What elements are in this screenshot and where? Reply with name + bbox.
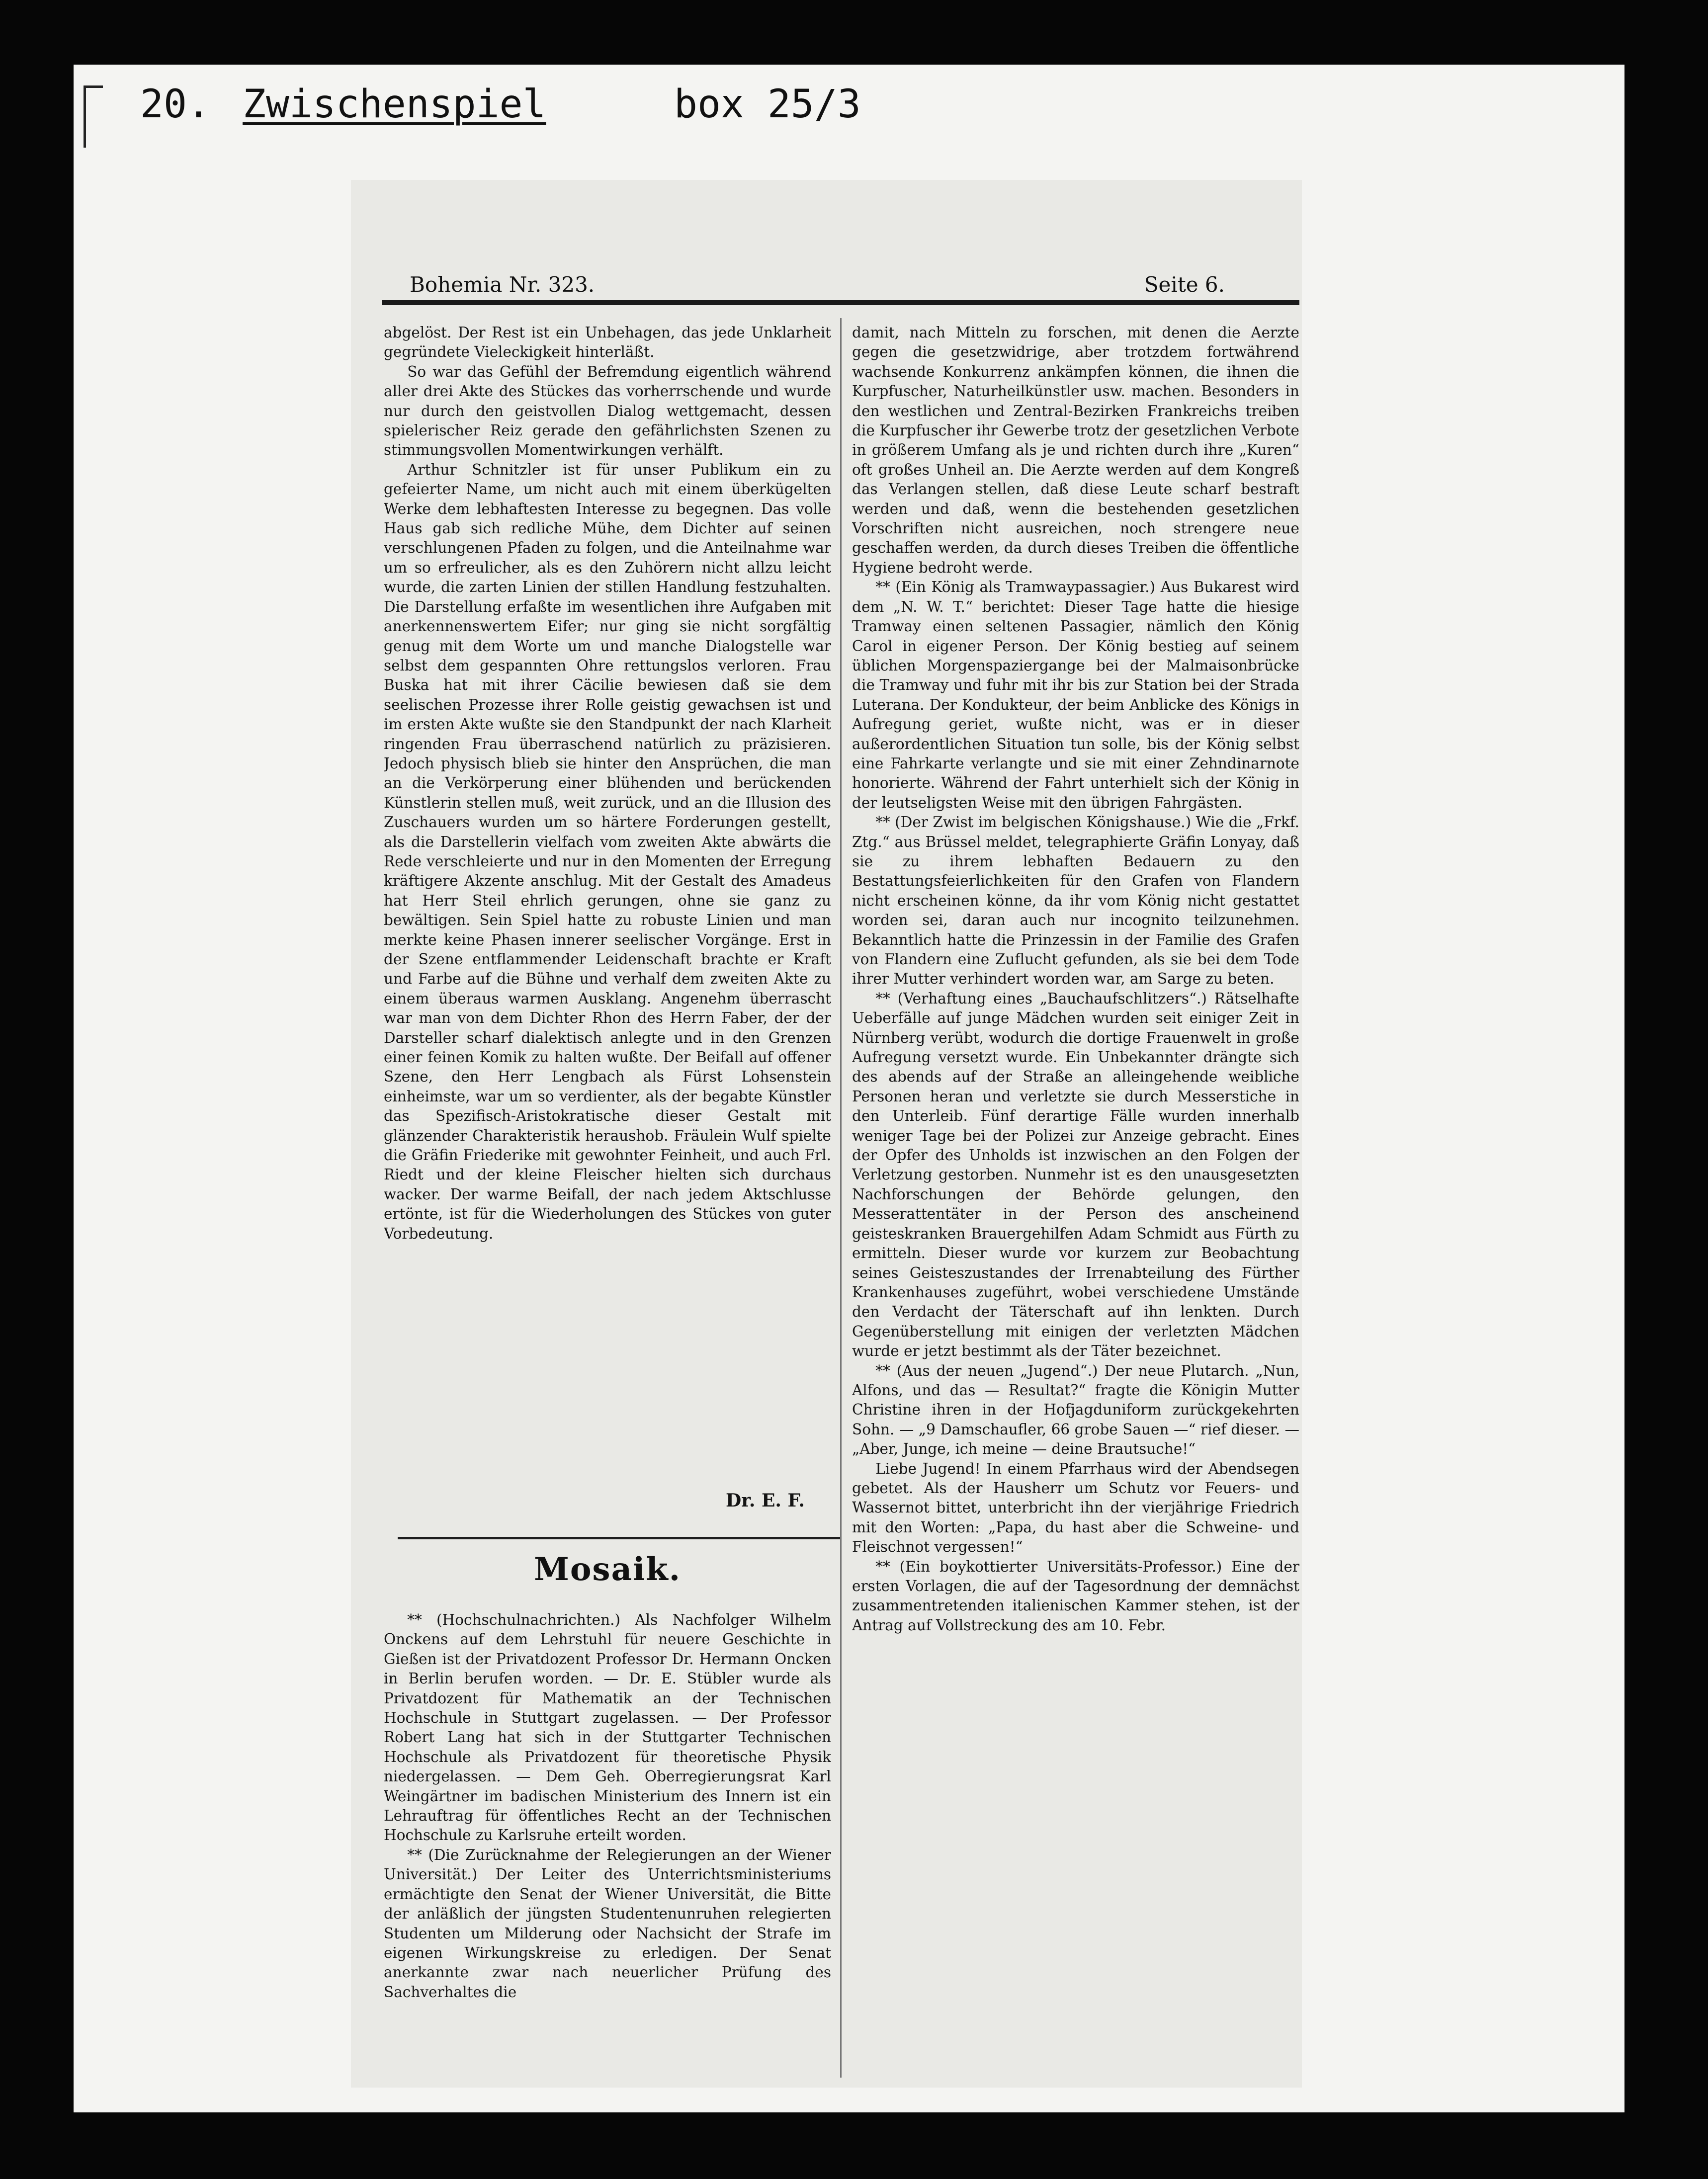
newspaper-masthead — [410, 272, 1299, 301]
news-item: ** (Aus der neuen „Jugend“.) Der neue Plutarch. „Nun, Alfons, und das — Resultat?“ fragte die Königin Mutter Christine ihren in der Hofjagduniform zurückgekehrten Sohn. — „9 Damschaufler, 66 grobe Sauen —“ rief dieser. — „Aber, Junge, ich meine — deine Brautsuche!“ — [852, 1362, 1299, 1458]
theater-review-column — [384, 323, 831, 1499]
news-item: damit, nach Mitteln zu forschen, mit denen die Aerzte gegen die gesetzwidrige, aber trotzdem fortwährend wachsende Konkurrenz ankämpfen können, die ihnen die Kurpfuscher, Naturheilkünstler usw. machen. Besonders in den westlichen und Zentral-Bezirken Frankreichs treiben die Kurpfuscher ihr Gewerbe trotz der gesetzlichen Verbote in größerem Umfang als je und richten durch ihre „Kuren“ oft großes Unheil an. Die Aerzte werden auf dem Kongreß das Verlangen stellen, daß diese Leute scharf bestraft werden und daß, wenn die bestehenden gesetzlichen Vorschriften nicht ausreichen, noch strengere neue geschaffen werden, da durch dieses Treiben die öffentliche Hygiene bedroht werde. — [852, 324, 1299, 576]
news-item: ** (Ein König als Tramwaypassagier.) Aus Bukarest wird dem „N. W. T.“ berichtet: Dieser Tage hatte die hiesige Tramway einen seltenen Passagier, nämlich den König Carol in eigener Person. Der König bestieg auf seinem üblichen Morgenspaziergange bei der Malmaisonbrücke die Tramway und fuhr mit ihr bis zur Station bei der Strada Luterana. Der Kondukteur, der beim Anblicke des Königs in Aufregung geriet, wußte nicht, was er in dieser außerordentlichen Situation tun solle, bis der König selbst eine Fahrkarte verlangte und sie mit einer Zehndinarnote honorierte. Während der Fahrt unterhielt sich der König in der leutseligsten Weise mit den übrigen Fahrgästen. — [852, 579, 1299, 811]
section-rule — [398, 1537, 840, 1539]
review-paragraph: abgelöst. Der Rest ist ein Unbehagen, das jede Unklarheit gegründete Vieleckigkeit hinterläßt. — [384, 324, 831, 361]
masthead-page-number: Seite 6. — [1144, 272, 1225, 297]
corner-bracket-mark — [84, 85, 103, 148]
archive-item-title: Zwischenspiel — [243, 82, 546, 127]
mosaik-item: ** (Die Zurücknahme der Relegierungen an der Wiener Universität.) Der Leiter des Unterrichtsministeriums ermächtigte den Senat der Wiener Universität, die Bitte der anläßlich der jüngsten Studentenunruhen relegierten Studenten um Milderung oder Nachsicht der Strafe im eigenen Wirkungskreise zu erledigen. Der Senat anerkannte zwar nach neuerlicher Prüfung des Sachverhaltes die — [384, 1846, 831, 2001]
review-paragraph: So war das Gefühl der Befremdung eigentlich während aller drei Akte des Stückes das vorherrschende und wurde nur durch den geistvollen Dialog wettgemacht, dessen spielerischer Reiz gerade den gefährlichsten Szenen zu stimmungsvollen Momentwirkungen verhälft. — [384, 363, 831, 459]
news-item: Liebe Jugend! In einem Pfarrhaus wird der Abendsegen gebetet. Als der Hausherr um Schutz vor Feuers- und Wassernot bittet, unterbricht ihn der vierjährige Friedrich mit den Worten: „Papa, du hast aber die Schweine- und Fleischnot vergessen!“ — [852, 1460, 1299, 1556]
review-signature: Dr. E. F. — [726, 1490, 805, 1511]
column-divider — [840, 318, 842, 2078]
news-item: ** (Ein boykottierter Universitäts-Professor.) Eine der ersten Vorlagen, die auf der Tagesordnung der demnächst zusammentretenden italienischen Kammer stehen, ist der Antrag auf Vollstreckung des am 10. Febr. — [852, 1558, 1299, 1634]
archive-item-number: 20. — [140, 82, 210, 127]
masthead-rule — [382, 300, 1299, 305]
mosaik-column — [384, 1610, 831, 2080]
news-item: ** (Der Zwist im belgischen Königshause.) Wie die „Frkf. Ztg.“ aus Brüssel meldet, telegraphierte Gräfin Lonyay, daß sie zu ihrem lebhaften Bedauern zu den Bestattungsfeierlichkeiten für den Grafen von Flandern nicht erscheinen könne, da ihr vom König nicht gestattet worden sei, daran auch nur incognito teilzunehmen. Bekanntlich hatte die Prinzessin in der Familie des Grafen von Flandern eine Zuflucht gefunden, als sie bei dem Tode ihrer Mutter verhindert worden war, am Sarge zu beten. — [852, 814, 1299, 988]
review-paragraph: Arthur Schnitzler ist für unser Publikum ein zu gefeierter Name, um nicht auch mit einem überkügelten Werke dem lebhaftesten Interesse zu begegnen. Das volle Haus gab sich redliche Mühe, dem Dichter auf seinen verschlungenen Pfaden zu folgen, und die Anteilnahme war um so erfreulicher, als es den Zuhörern nicht allzu leicht wurde, die zarten Linien der stillen Handlung festzuhalten. Die Darstellung erfaßte im wesentlichen ihre Aufgaben mit anerkennenswertem Eifer; nur ging sie nicht sorgfältig genug mit dem Worte um und manche Dialogstelle war selbst dem gespannten Ohre rettungslos verloren. Frau Buska hat mit ihrer Cäcilie bewiesen daß sie dem seelischen Prozesse ihrer Rolle geistig gewachsen ist und im ersten Akte wußte sie den Standpunkt der nach Klarheit ringenden Frau überraschend natürlich zu präzisieren. Jedoch physisch blieb sie hinter den Ansprüchen, die man an die Verkörperung einer blühenden und berückenden Künstlerin stellen muß, weit zurück, und an die Illusion des Zuschauers wurden um so härtere Forderungen gestellt, als die Darstellerin vielfach vom zweiten Akte abwärts die Rede verschleierte und nur in den Momenten der Erregung kräftigere Akzente anschlug. Mit der Gestalt des Amadeus hat Herr Steil ehrlich gerungen, ohne sie ganz zu bewältigen. Sein Spiel hatte zu robuste Linien und man merkte keine Phasen innerer seelischer Vorgänge. Erst in der Szene entflammender Leidenschaft brachte er Kraft und Farbe auf die Bühne und verhalf dem zweiten Akte zu einem überaus warmen Ausklang. Angenehm überrascht war man von dem Dichter Rhon des Herrn Faber, der der Darsteller scharf dialektisch anlegte und in den Grenzen einer feinen Komik zu halten wußte. Der Beifall auf offener Szene, den Herr Lengbach als Fürst Lohsenstein einheimste, war um so verdienter, als der begabte Künstler das Spezifisch-Aristokratische dieser Gestalt mit glänzender Charakteristik heraushob. Fräulein Wulf spielte die Gräfin Friederike mit gewohnter Feinheit, und auch Frl. Riedt und der kleine Fleischer hielten sich durchaus wacker. Der warme Beifall, der nach jedem Aktschlusse ertönte, ist für die Wiederholungen des Stückes von guter Vorbedeutung. — [384, 461, 831, 1242]
mosaik-heading: Mosaik. — [534, 1551, 681, 1588]
masthead-paper-issue: Bohemia Nr. 323. — [410, 272, 595, 297]
archive-box-label: box 25/3 — [674, 82, 861, 127]
mosaik-item: ** (Hochschulnachrichten.) Als Nachfolger Wilhelm Onckens auf dem Lehrstuhl für neuere Geschichte in Gießen ist der Privatdozent Professor Dr. Hermann Oncken in Berlin berufen worden. — Dr. E. Stübler wurde als Privatdozent für Mathematik an der Technischen Hochschule in Stuttgart zugelassen. — Der Professor Robert Lang hat sich in der Stuttgarter Technischen Hochschule als Privatdozent für theoretische Physik niedergelassen. — Dem Geh. Oberregierungsrat Karl Weingärtner im badischen Ministerium des Innern ist ein Lehrauftrag für öffentliches Recht an der Technischen Hochschule zu Karlsruhe erteilt worden. — [384, 1611, 831, 1844]
news-column-right — [852, 323, 1299, 2078]
news-item: ** (Verhaftung eines „Bauchaufschlitzers“.) Rätselhafte Ueberfälle auf junge Mädchen wurden seit einiger Zeit in Nürnberg verübt, wodurch die dortige Frauenwelt in große Aufregung versetzt wurde. Ein Unbekannter drängte sich des abends auf der Straße an alleingehende weibliche Personen heran und verletzte sie durch Messerstiche in den Unterleib. Fünf derartige Fälle wurden innerhalb weniger Tage bei der Polizei zur Anzeige gebracht. Eines der Opfer des Unholds ist inzwischen an den Folgen der Verletzung gestorben. Nunmehr ist es den unausgesetzten Nachforschungen der Behörde gelungen, den Messerattentäter in der Person des anscheinend geisteskranken Brauergehilfen Adam Schmidt aus Fürth zu ermitteln. Dieser wurde vor kurzem zur Beobachtung seines Geisteszustandes der Irrenabteilung des Fürther Krankenhauses zugeführt, wobei verschiedene Umstände den Verdacht der Täterschaft auf ihn lenkten. Durch Gegenüberstellung mit einigen der verletzten Mädchen wurde er jetzt bestimmt als der Täter bezeichnet. — [852, 990, 1299, 1360]
